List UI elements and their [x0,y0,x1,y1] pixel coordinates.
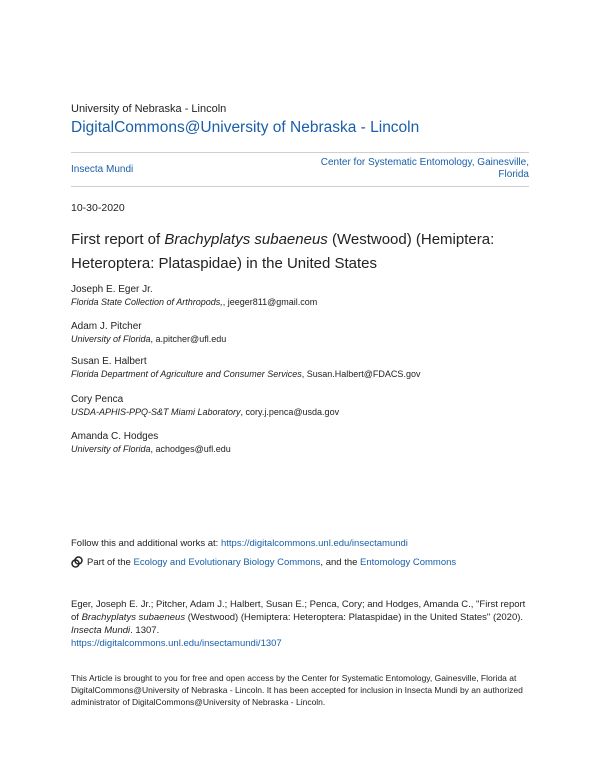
access-note: This Article is brought to you for free and open access by the Center for Systematic Entomology, Gainesville, Florida at DigitalCommons@University of Nebraska - Lincoln. It has been accepted for inclusion in Insecta Mundi by an authorized administrator of DigitalCommons@University of Nebraska - Lincoln. [71,673,523,707]
publication-date: 10-30-2020 [71,202,125,214]
title-part-1: First report of [71,231,165,248]
part-of-middle: , and the [320,556,361,568]
title-species: Brachyplatys subaeneus [164,231,328,248]
department-link[interactable]: Center for Systematic Entomology, Gainesville, Florida [320,157,529,180]
open-access-icon [71,556,83,568]
follow-text: Follow this and additional works at: [71,538,221,549]
author-email: , jeeger811@gmail.com [222,297,318,307]
entomology-commons-link[interactable]: Entomology Commons [360,556,457,568]
author-affiliation: USDA-APHIS-PPQ-S&T Miami Laboratory [71,407,241,417]
citation-text-1: Eger, Joseph E. Jr.; Pitcher, Adam J.; Halbert, Susan E.; Penca, Cory; and Hodges, Amanda C., "First report of [71,599,526,623]
author-name: Joseph E. Eger Jr. [71,284,153,295]
part-of-line [71,556,456,568]
citation [71,598,533,650]
journal-link[interactable]: Insecta Mundi [71,164,134,175]
author-entry [71,430,231,456]
citation-species: Brachyplatys subaeneus [81,612,186,623]
author-name: Susan E. Halbert [71,356,147,367]
title-part-2: (Westwood) (Hemiptera: Heteroptera: Plataspidae) in the United States [71,231,495,272]
citation-text-2: (Westwood) (Hemiptera: Heteroptera: Plataspidae) in the United States" (2020). [185,612,524,623]
author-affiliation: University of Florida [71,444,151,454]
author-email: , cory.j.penca@usda.gov [240,407,340,417]
follow-link[interactable]: https://digitalcommons.unl.edu/insectamundi [220,538,408,549]
author-name: Cory Penca [71,394,124,405]
author-name: Amanda C. Hodges [71,431,159,442]
citation-text-3: . 1307. [130,625,160,636]
ecology-commons-link[interactable]: Ecology and Evolutionary Biology Commons [133,556,321,568]
citation-journal: Insecta Mundi [71,625,131,636]
author-email: , Susan.Halbert@FDACS.gov [301,369,421,379]
repository-link[interactable]: DigitalCommons@University of Nebraska - Lincoln [71,119,420,136]
article-title [71,228,541,276]
follow-line [71,538,408,549]
author-affiliation: Florida Department of Agriculture and Consumer Services [71,369,302,379]
author-email: , achodges@ufl.edu [150,444,231,454]
part-of-prefix: Part of the [87,556,134,568]
author-entry [71,283,317,309]
divider-bottom [71,186,529,187]
university-name: University of Nebraska - Lincoln [71,103,227,115]
author-email: , a.pitcher@ufl.edu [150,334,227,344]
citation-link[interactable]: https://digitalcommons.unl.edu/insectamundi/1307 [71,638,282,649]
author-name: Adam J. Pitcher [71,321,142,332]
author-entry [71,393,339,419]
author-entry [71,355,420,381]
author-affiliation: University of Florida [71,334,151,344]
author-entry [71,320,226,346]
author-affiliation: Florida State Collection of Arthropods, [71,297,223,307]
divider-top [71,152,529,153]
